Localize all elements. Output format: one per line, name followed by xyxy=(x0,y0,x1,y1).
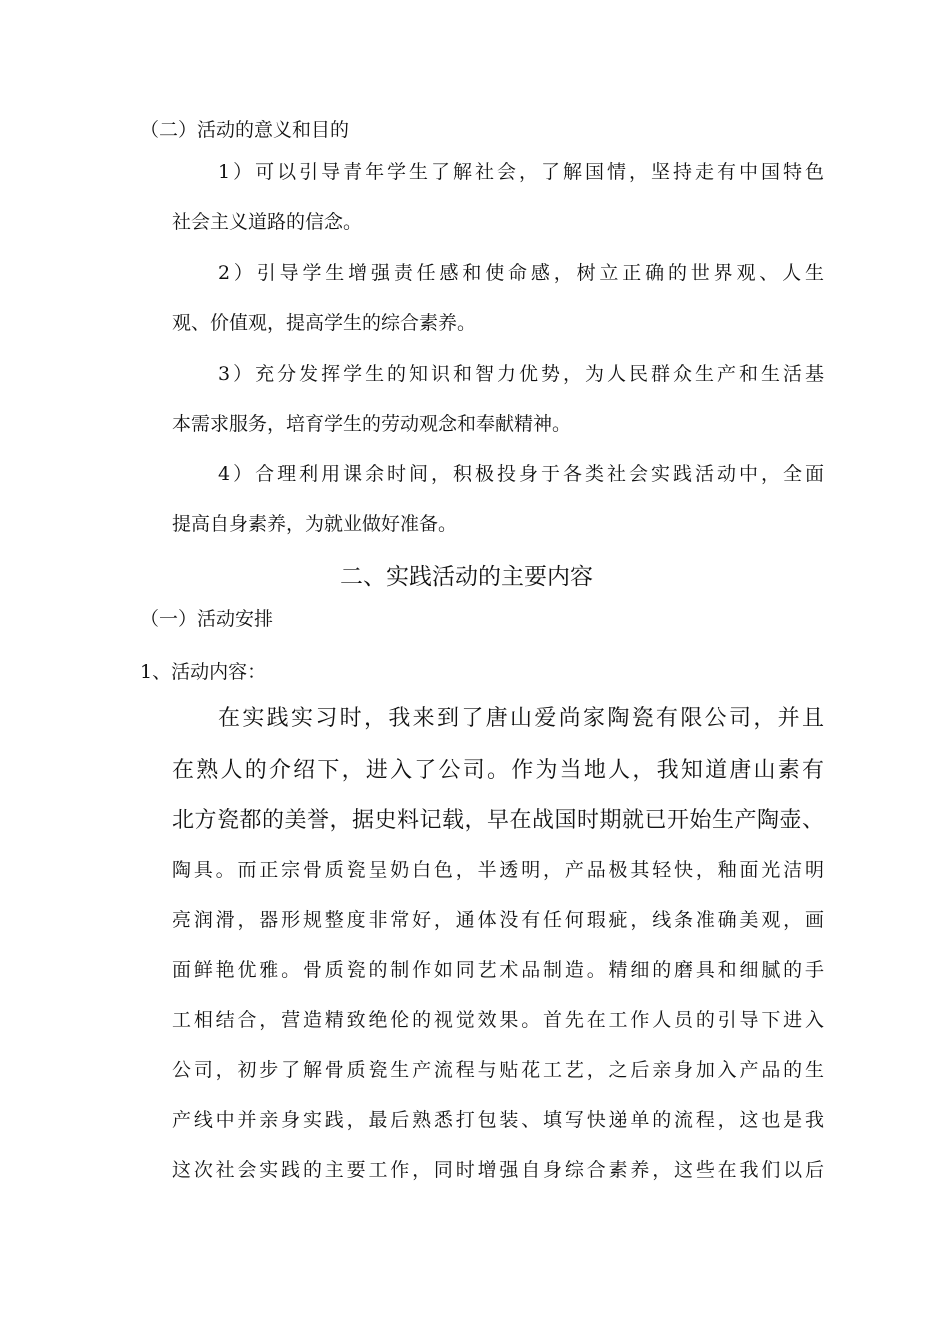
meaning-item-3-line-1: 3）充分发挥学生的知识和智力优势，为人民群众生产和生活基 xyxy=(218,363,824,385)
paragraph-line-5: 亮润滑，器形规整度非常好，通体没有任何瑕疵，线条准确美观，画 xyxy=(172,909,824,931)
meaning-item-2-line-2: 观、价值观，提高学生的综合素养。 xyxy=(172,312,477,334)
meaning-item-3-line-2: 本需求服务，培育学生的劳动观念和奉献精神。 xyxy=(172,413,572,435)
chapter-title: 二、实践活动的主要内容 xyxy=(340,564,593,590)
meaning-item-2-line-1: 2）引导学生增强责任感和使命感，树立正确的世界观、人生 xyxy=(218,262,824,284)
paragraph-line-3-text: 北方瓷都的美誉，据史料记载，早在战国时期就已开始生产陶壶、 xyxy=(172,808,824,833)
paragraph-line-6: 面鲜艳优雅。骨质瓷的制作如同艺术品制造。精细的磨具和细腻的手 xyxy=(172,959,824,981)
sub-heading-content: 1、活动内容： xyxy=(140,661,267,683)
paragraph-line-2: 在熟人的介绍下，进入了公司。作为当地人，我知道唐山素有 xyxy=(172,758,824,783)
paragraph-line-3 xyxy=(172,807,824,835)
meaning-item-4-line-1: 4）合理利用课余时间，积极投身于各类社会实践活动中，全面 xyxy=(218,463,824,485)
paragraph-line-9: 产线中并亲身实践，最后熟悉打包装、填写快递单的流程，这也是我 xyxy=(172,1109,824,1131)
section-heading-meaning: （二）活动的意义和目的 xyxy=(140,119,350,141)
paragraph-line-1: 在实践实习时，我来到了唐山爱尚家陶瓷有限公司，并且 xyxy=(218,706,824,731)
paragraph-line-10: 这次社会实践的主要工作，同时增强自身综合素养，这些在我们以后 xyxy=(172,1159,824,1181)
meaning-item-1-line-1: 1）可以引导青年学生了解社会，了解国情，坚持走有中国特色 xyxy=(218,161,824,183)
meaning-item-4-line-2: 提高自身素养，为就业做好准备。 xyxy=(172,513,458,535)
meaning-item-1-line-2: 社会主义道路的信念。 xyxy=(172,211,363,233)
paragraph-line-4: 陶具。而正宗骨质瓷呈奶白色，半透明，产品极其轻快，釉面光洁明 xyxy=(172,859,824,881)
section-heading-arrangement: （一）活动安排 xyxy=(140,608,274,630)
paragraph-line-8: 公司，初步了解骨质瓷生产流程与贴花工艺，之后亲身加入产品的生 xyxy=(172,1059,824,1081)
paragraph-line-7: 工相结合，营造精致绝伦的视觉效果。首先在工作人员的引导下进入 xyxy=(172,1009,824,1031)
